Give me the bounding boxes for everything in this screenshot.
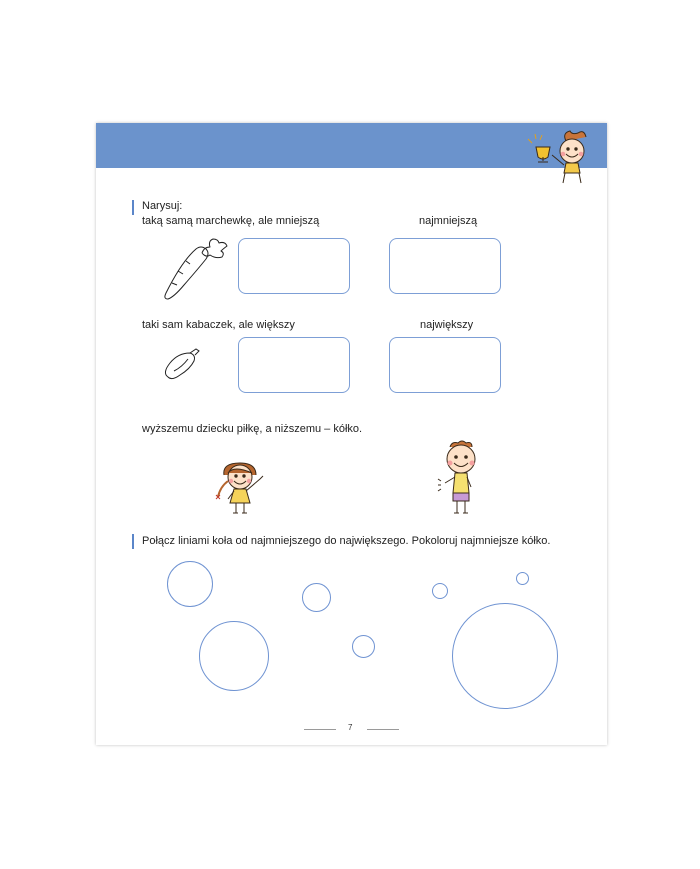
circle[interactable] — [302, 583, 331, 612]
drawing-box-zucchini-largest[interactable] — [389, 337, 501, 393]
zucchini-largest-label: największy — [420, 319, 474, 331]
circle[interactable] — [199, 621, 269, 691]
section2-accent-bar — [132, 534, 134, 549]
circles-instruction: Połącz liniami koła od najmniejszego do największego. Pokoloruj najmniejsze kółko. — [142, 535, 551, 547]
carrot-smallest-label: najmniejszą — [419, 215, 478, 227]
section-accent-bar — [132, 200, 134, 215]
carrot-icon — [156, 231, 231, 303]
child-with-trophy-icon — [526, 129, 596, 191]
circle[interactable] — [452, 603, 558, 709]
zucchini-icon — [162, 347, 202, 383]
circle[interactable] — [352, 635, 375, 658]
carrot-instruction: taką samą marchewkę, ale mniejszą — [142, 215, 320, 227]
girl-icon — [206, 459, 276, 521]
footer-rule-left — [304, 729, 336, 730]
circle[interactable] — [432, 583, 448, 599]
footer-rule-right — [367, 729, 399, 730]
circle[interactable] — [167, 561, 213, 607]
children-instruction: wyższemu dziecku piłkę, a niższemu – kółko. — [142, 423, 363, 435]
drawing-box-carrot-smallest[interactable] — [389, 238, 501, 294]
drawing-box-zucchini-larger[interactable] — [238, 337, 350, 393]
section-heading: Narysuj: — [142, 200, 183, 212]
workbook-page — [96, 123, 607, 745]
circle[interactable] — [516, 572, 529, 585]
drawing-box-carrot-smaller[interactable] — [238, 238, 350, 294]
page-number: 7 — [348, 723, 353, 732]
zucchini-instruction: taki sam kabaczek, ale większy — [142, 319, 295, 331]
boy-icon — [436, 439, 486, 523]
